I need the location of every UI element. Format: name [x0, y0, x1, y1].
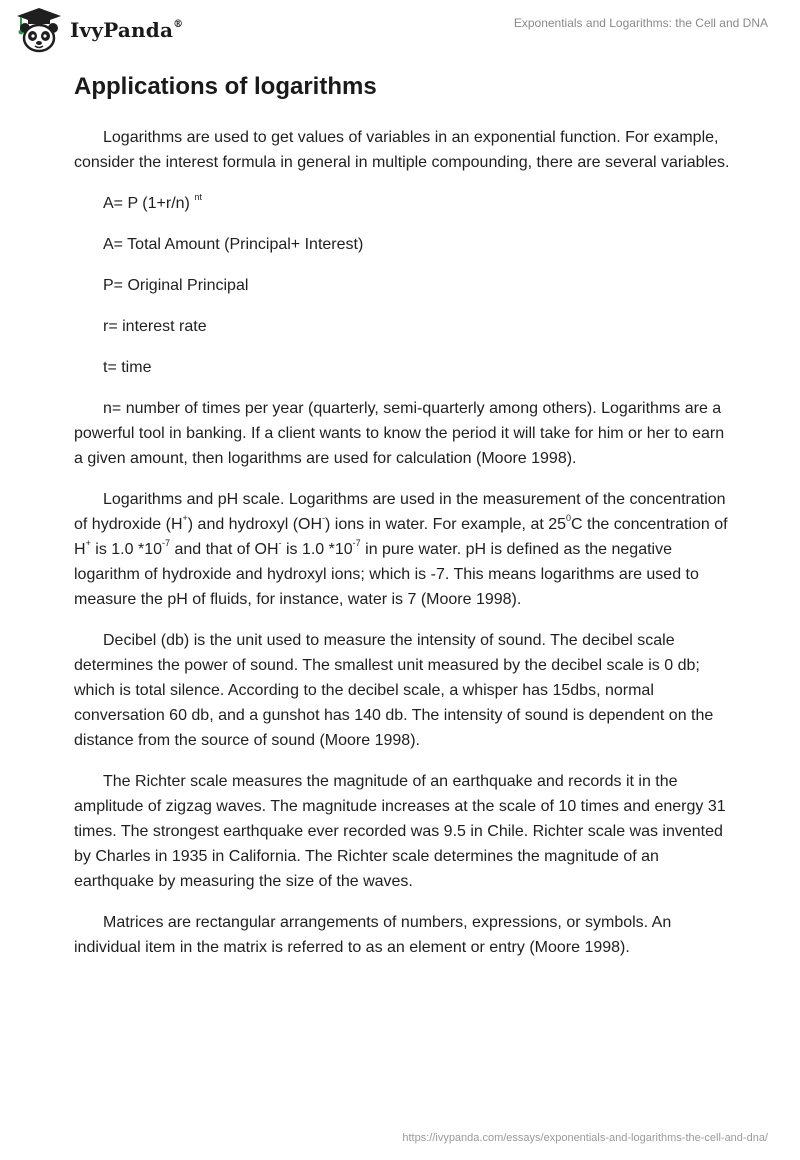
paragraph-matrices: Matrices are rectangular arrangements of numbers, expressions, or symbols. An individual item in the matrix is referred to as an element or entry (Moore 1998). — [74, 914, 672, 956]
source-url[interactable]: https://ivypanda.com/essays/exponentials-and-logarithms-the-cell-and-dna/ — [402, 1132, 768, 1144]
registered-mark: ® — [173, 19, 184, 31]
definition-p: P= Original Principal — [103, 277, 249, 294]
brand-name: IvyPanda® — [70, 18, 184, 42]
paragraph-n-definition: n= number of times per year (quarterly, semi-quarterly among others). Logarithms are a powerful tool in banking. If a client wants to know the period it will take for him or her to earn a given amount, then logarithms are used for calculation (Moore 1998). — [74, 400, 725, 467]
page-header — [0, 0, 800, 64]
section-heading: Applications of logarithms — [74, 73, 377, 100]
interest-formula: A= P (1+r/n) $^{nt}$ — [103, 191, 202, 212]
definition-t: t= time — [103, 359, 152, 376]
definition-r: r= interest rate — [103, 318, 207, 335]
brand-logo[interactable] — [14, 6, 183, 54]
formula-exponent: nt — [194, 191, 202, 202]
paragraph-decibel: Decibel (db) is the unit used to measure the intensity of sound. The decibel scale determines the power of sound. The smallest unit measured by the decibel scale is 0 db; which is total silence. According to the decibel scale, a whisper has 15dbs, normal conversation 60 db, and a gunshot has 140 db. The intensity of sound is dependent on the distance from the source of sound (Moore 1998). — [74, 632, 714, 749]
document-title: Exponentials and Logarithms: the Cell and DNA — [513, 16, 768, 30]
panda-graduate-icon — [14, 6, 64, 54]
paragraph-ph-scale: Logarithms and pH scale. Logarithms are used in the measurement of the concentration of hydroxide (H+) and hydroxyl (OH-) ions in water. For example, at $25^0C$ the concentration of H+ is 1.0 $*10^{-7}$ and that of OH- is 1.0 $*10^{-7}$ in pure water. pH is defined as the negative logarithm of hydroxide and hydroxyl ions; which is -7. This means logarithms are used to measure the pH of fluids, for instance, water is 7 (Moore 1998). — [74, 491, 728, 608]
essay-body — [74, 70, 734, 976]
definition-a: A= Total Amount (Principal+ Interest) — [103, 236, 364, 253]
paragraph-richter: The Richter scale measures the magnitude of an earthquake and records it in the amplitude of zigzag waves. The magnitude increases at the scale of 10 times and energy 31 times. The strongest earthquake ever recorded was 9.5 in Chile. Richter scale was invented by Charles in 1935 in California. The Richter scale determines the magnitude of an earthquake by measuring the size of the waves. — [74, 773, 726, 890]
paragraph-intro: Logarithms are used to get values of variables in an exponential function. For example, consider the interest formula in general in multiple compounding, there are several variables. — [74, 129, 730, 171]
